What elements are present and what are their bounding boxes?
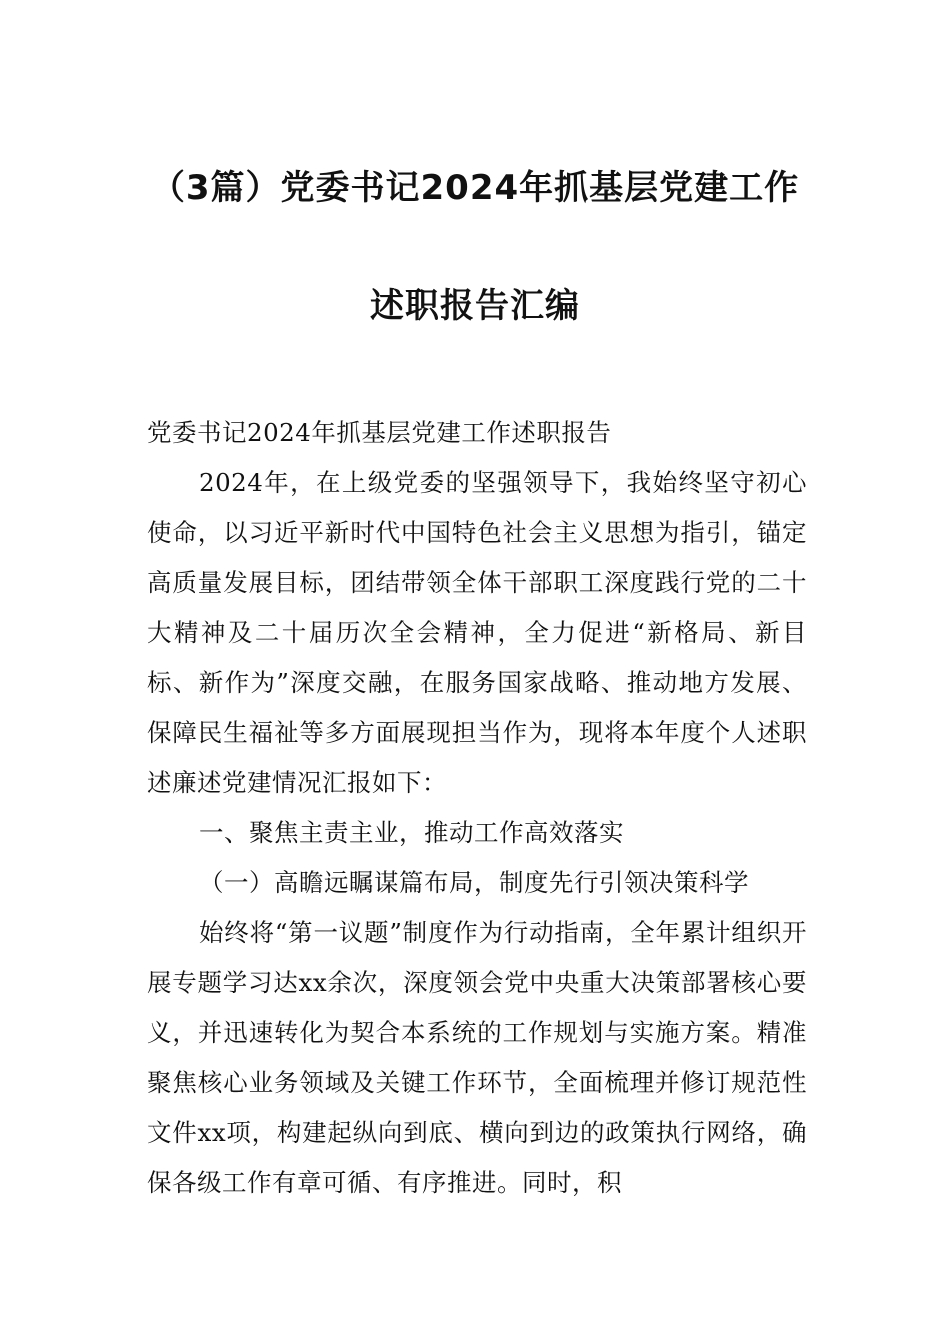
document-title-line-2: 述职报告汇编 xyxy=(370,286,580,326)
document-title-line-1: （3篇）党委书记2024年抓基层党建工作 xyxy=(150,168,800,208)
subsection-heading-1: （一）高瞻远瞩谋篇布局，制度先行引领决策科学 xyxy=(199,868,749,897)
report-subtitle: 党委书记2024年抓基层党建工作述职报告 xyxy=(147,418,612,447)
intro-paragraph: 2024年，在上级党委的坚强领导下，我始终坚守初心使命，以习近平新时代中国特色社会主义思想为指引，锚定高质量发展目标，团结带领全体干部职工深度践行党的二十大精神及二十届历次全会精神，全力促进“新格局、新目标、新作为”深度交融，在服务国家战略、推动地方发展、保障民生福祉等多方面展现担当作为，现将本年度个人述职述廉述党建情况汇报如下： xyxy=(147,468,807,797)
body-paragraph: 始终将“第一议题”制度作为行动指南，全年累计组织开展专题学习达xx余次，深度领会党中央重大决策部署核心要义，并迅速转化为契合本系统的工作规划与实施方案。精准聚焦核心业务领域及关键工作环节，全面梳理并修订规范性文件xx项，构建起纵向到底、横向到边的政策执行网络，确保各级工作有章可循、有序推进。同时，积 xyxy=(147,918,807,1197)
section-heading-1: 一、聚焦主责主业，推动工作高效落实 xyxy=(199,818,624,847)
